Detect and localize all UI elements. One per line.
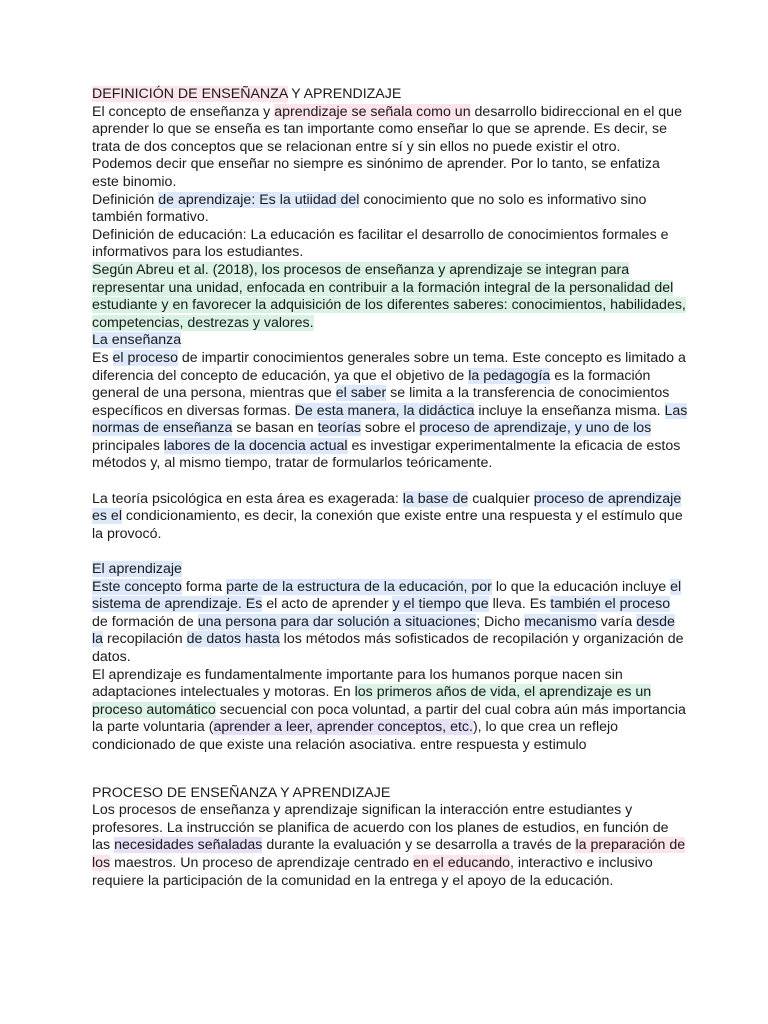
highlighted-text: aprender a leer, aprender conceptos, etc.	[213, 719, 473, 736]
paragraph	[92, 802, 688, 890]
highlighted-text: Según Abreu et al. (2018), los procesos de enseñanza y aprendizaje se integran para representar una unidad, enfocada en contribuir a la formación integral de la personalidad del estudiante y en favorecer la adquisición de los diferentes saberes: conocimientos, habilidades, competencias, destrezas y valores.	[92, 261, 686, 331]
highlighted-text: Este concepto	[92, 578, 182, 595]
text-run: Los procesos de enseñanza y aprendizaje significan la interacción entre estudiantes y profesores. La instrucción se planifica de acuerdo con los planes de estudios, en función de las	[92, 802, 669, 854]
paragraph-spacer	[92, 543, 688, 561]
paragraph	[92, 262, 688, 332]
text-run: Y APRENDIZAJE	[287, 86, 402, 102]
text-run: principales	[92, 437, 164, 454]
text-run: lo que la educación incluye	[491, 578, 671, 595]
highlighted-text: de datos hasta	[186, 631, 280, 648]
text-run: es investigar experimentalmente la eficacia de estos métodos y, al mismo tiempo, tratar de formularlos teóricamente.	[92, 437, 681, 472]
highlighted-text: los primeros años de vida, el aprendizaje es un proceso automático	[92, 684, 652, 718]
paragraph	[92, 350, 688, 473]
highlighted-text: proceso de aprendizaje, y uno de los	[419, 420, 652, 437]
highlighted-text: en el educando	[412, 854, 511, 871]
text-run: cualquier	[468, 490, 534, 507]
paragraph	[92, 491, 688, 544]
text-run: maestros. Un proceso de aprendizaje centrado	[110, 854, 413, 871]
text-run: Podemos decir que enseñar no siempre es sinónimo de aprender. Por lo tanto, se enfatiza este binomio.	[92, 156, 660, 190]
highlighted-text: DEFINICIÓN DE ENSEÑANZA	[92, 86, 288, 102]
section-spacer	[92, 755, 688, 785]
highlighted-text: el sistema de aprendizaje. Es	[92, 578, 682, 613]
highlighted-text: El aprendizaje	[92, 561, 182, 578]
highlighted-text: labores de la docencia actual	[163, 437, 348, 454]
text-run: La teoría psicológica en esta área es exagerada:	[92, 490, 403, 507]
text-run: condicionamiento, es decir, la conexión que existe entre una respuesta y el estímulo que la provocó.	[92, 508, 683, 542]
text-run: PROCESO DE ENSEÑANZA Y APRENDIZAJE	[92, 784, 391, 801]
text-run: conocimiento que no solo es informativo sino también formativo.	[92, 191, 647, 226]
text-run: durante la evaluación y se desarrolla a través de	[262, 837, 576, 854]
paragraph	[92, 86, 688, 104]
text-run: ; Dicho	[476, 613, 525, 630]
highlighted-text: parte de la estructura de la educación, por	[226, 578, 492, 595]
text-run: desarrollo bidireccional en el que aprender lo que se enseña es tan importante como enseñar lo que se aprende. Es decir, se trata de dos conceptos que se relacionan entre sí y sin ellos no puede existir el otro.	[92, 103, 682, 155]
highlighted-text: Las normas de enseñanza	[92, 402, 688, 437]
highlighted-text: una persona para dar solución a situaciones	[197, 613, 477, 630]
highlighted-text: mecanismo	[524, 613, 597, 630]
paragraph	[92, 785, 688, 803]
text-run: Es	[92, 349, 113, 366]
highlighted-text: el saber	[335, 385, 387, 402]
highlighted-text: La enseñanza	[92, 332, 182, 349]
highlighted-text: el proceso	[112, 349, 178, 366]
highlighted-text: De esta manera, la didáctica	[294, 402, 475, 419]
text-run: sobre el	[360, 420, 420, 437]
paragraph	[92, 667, 688, 755]
text-run: el acto de aprender	[262, 596, 393, 613]
text-run: lleva. Es	[488, 596, 551, 613]
highlighted-text: también el proceso	[550, 596, 671, 613]
text-run: varía	[596, 613, 637, 630]
text-run: se limita a la transferencia de conocimientos específicos en diversas formas.	[92, 385, 670, 419]
text-run: es la formación general de una persona, mientras que	[92, 367, 651, 402]
text-run: recopilación	[103, 631, 187, 648]
paragraph-spacer	[92, 473, 688, 491]
paragraph	[92, 332, 688, 350]
text-run: se basan en	[232, 420, 318, 437]
highlighted-text: desde la	[92, 613, 675, 648]
paragraph	[92, 561, 688, 579]
highlighted-text: proceso de aprendizaje es el	[92, 490, 682, 525]
text-run: de formación de	[92, 613, 198, 630]
paragraph	[92, 104, 688, 157]
text-run: de impartir conocimientos generales sobre un tema. Este concepto es limitado a diferencia del concepto de educación, ya que el objetivo de	[92, 349, 686, 384]
highlighted-text: de aprendizaje: Es la utiidad del	[158, 191, 360, 208]
highlighted-text: teorías	[317, 420, 361, 437]
paragraph	[92, 192, 688, 227]
text-run: forma	[181, 578, 227, 595]
text-run: incluye la enseñanza misma.	[474, 402, 665, 419]
highlighted-text: la base de	[402, 490, 469, 507]
text-run: Definición de educación: La educación es facilitar el desarrollo de conocimientos formales e informativos para los estudiantes.	[92, 226, 669, 261]
highlighted-text: la preparación de los	[92, 837, 686, 871]
text-run: El aprendizaje es fundamentalmente importante para los humanos porque nacen sin adaptaciones intelectuales y motoras. En	[92, 666, 623, 701]
text-run: ), lo que crea un reflejo condicionado de que existe una relación asociativa. entre respuesta y estimulo	[92, 719, 619, 753]
text-run: El concepto de enseñanza y	[92, 103, 275, 120]
highlighted-text: la pedagogía	[468, 367, 551, 384]
highlighted-text: y el tiempo que	[392, 596, 489, 613]
text-run: , interactivo e inclusivo requiere la participación de la comunidad en la entrega y el apoyo de la educación.	[92, 854, 653, 889]
text-run: Definición	[92, 191, 159, 208]
text-run: secuencial con poca voluntad, a partir del cual cobra aún más importancia la parte voluntaria (	[92, 701, 686, 736]
paragraph	[92, 156, 688, 191]
highlighted-text: necesidades señaladas	[114, 837, 263, 854]
text-run: los métodos más sofisticados de recopilación y organización de datos.	[92, 631, 684, 665]
paragraph	[92, 227, 688, 262]
paragraph	[92, 579, 688, 667]
highlighted-text: aprendizaje se señala como un	[274, 103, 471, 120]
